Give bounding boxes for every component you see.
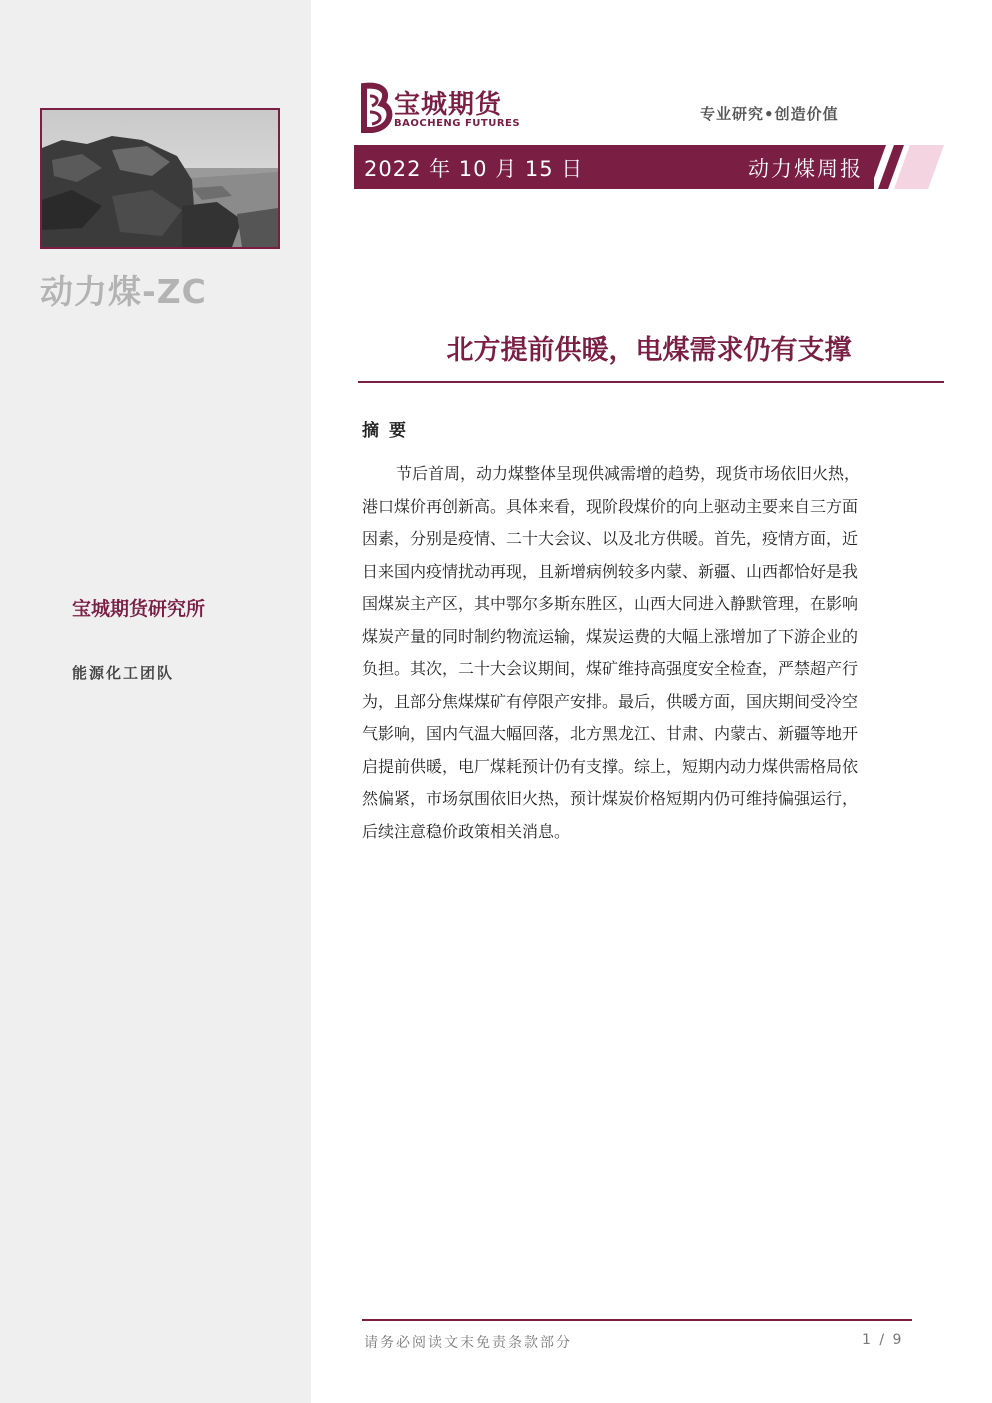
abstract-line: 煤炭产量的同时制约物流运输，煤炭运费的大幅上涨增加了下游企业的 — [362, 626, 859, 646]
abstract-line: 然偏紧，市场氛围依旧火热，预计煤炭价格短期内仍可维持偏强运行， — [362, 789, 859, 808]
abstract-line: 气影响，国内气温大幅回落，北方黑龙江、甘肃、内蒙古、新疆等地开 — [362, 724, 859, 743]
abstract-line: 日来国内疫情扰动再现，且新增病例较多内蒙、新疆、山西都恰好是我 — [362, 561, 859, 581]
product-name: 动力煤-ZC — [40, 272, 207, 311]
banner-stripes-decoration — [860, 145, 944, 189]
coal-cover-photo — [40, 108, 280, 249]
abstract-line: 节后首周，动力煤整体呈现供减需增的趋势，现货市场依旧火热， — [396, 464, 861, 483]
institute-name: 宝城期货研究所 — [72, 598, 206, 620]
page-number: 1 / 9 — [862, 1332, 904, 1348]
company-slogan: 专业研究•创造价值 — [700, 105, 839, 123]
report-type: 动力煤周报 — [748, 157, 863, 181]
headline-divider — [358, 381, 944, 383]
abstract-title: 摘要 — [362, 421, 416, 441]
sidebar — [0, 0, 311, 1403]
footer-disclaimer: 请务必阅读文末免责条款部分 — [364, 1335, 572, 1351]
baocheng-logo-icon — [356, 82, 396, 134]
logo-english-text: BAOCHENG FUTURES — [394, 118, 521, 129]
abstract-line: 因素，分别是疫情、二十大会议、以及北方供暖。首先，疫情方面，近 — [362, 529, 859, 548]
abstract-line: 国煤炭主产区，其中鄂尔多斯东胜区，山西大同进入静默管理，在影响 — [362, 594, 859, 613]
company-logo — [356, 82, 536, 134]
abstract-line: 港口煤价再创新高。具体来看，现阶段煤价的向上驱动主要来自三方面 — [362, 496, 859, 516]
abstract-line: 启提前供暖，电厂煤耗预计仍有支撑。综上，短期内动力煤供需格局依 — [362, 756, 859, 776]
report-headline: 北方提前供暖，电煤需求仍有支撑 — [446, 335, 852, 366]
abstract-line: 后续注意稳价政策相关消息。 — [362, 821, 571, 841]
footer-divider — [362, 1319, 912, 1321]
coal-landscape-image — [42, 110, 278, 247]
abstract-line: 负担。其次，二十大会议期间，煤矿维持高强度安全检查，严禁超产行 — [362, 659, 859, 678]
logo-chinese-text: 宝城期货 — [394, 90, 503, 120]
report-date: 2022 年 10 月 15 日 — [364, 157, 584, 181]
abstract-line: 为，且部分焦煤煤矿有停限产安排。最后，供暖方面，国庆期间受冷空 — [362, 691, 859, 711]
team-name: 能源化工团队 — [72, 664, 175, 682]
abstract-body — [362, 458, 922, 848]
